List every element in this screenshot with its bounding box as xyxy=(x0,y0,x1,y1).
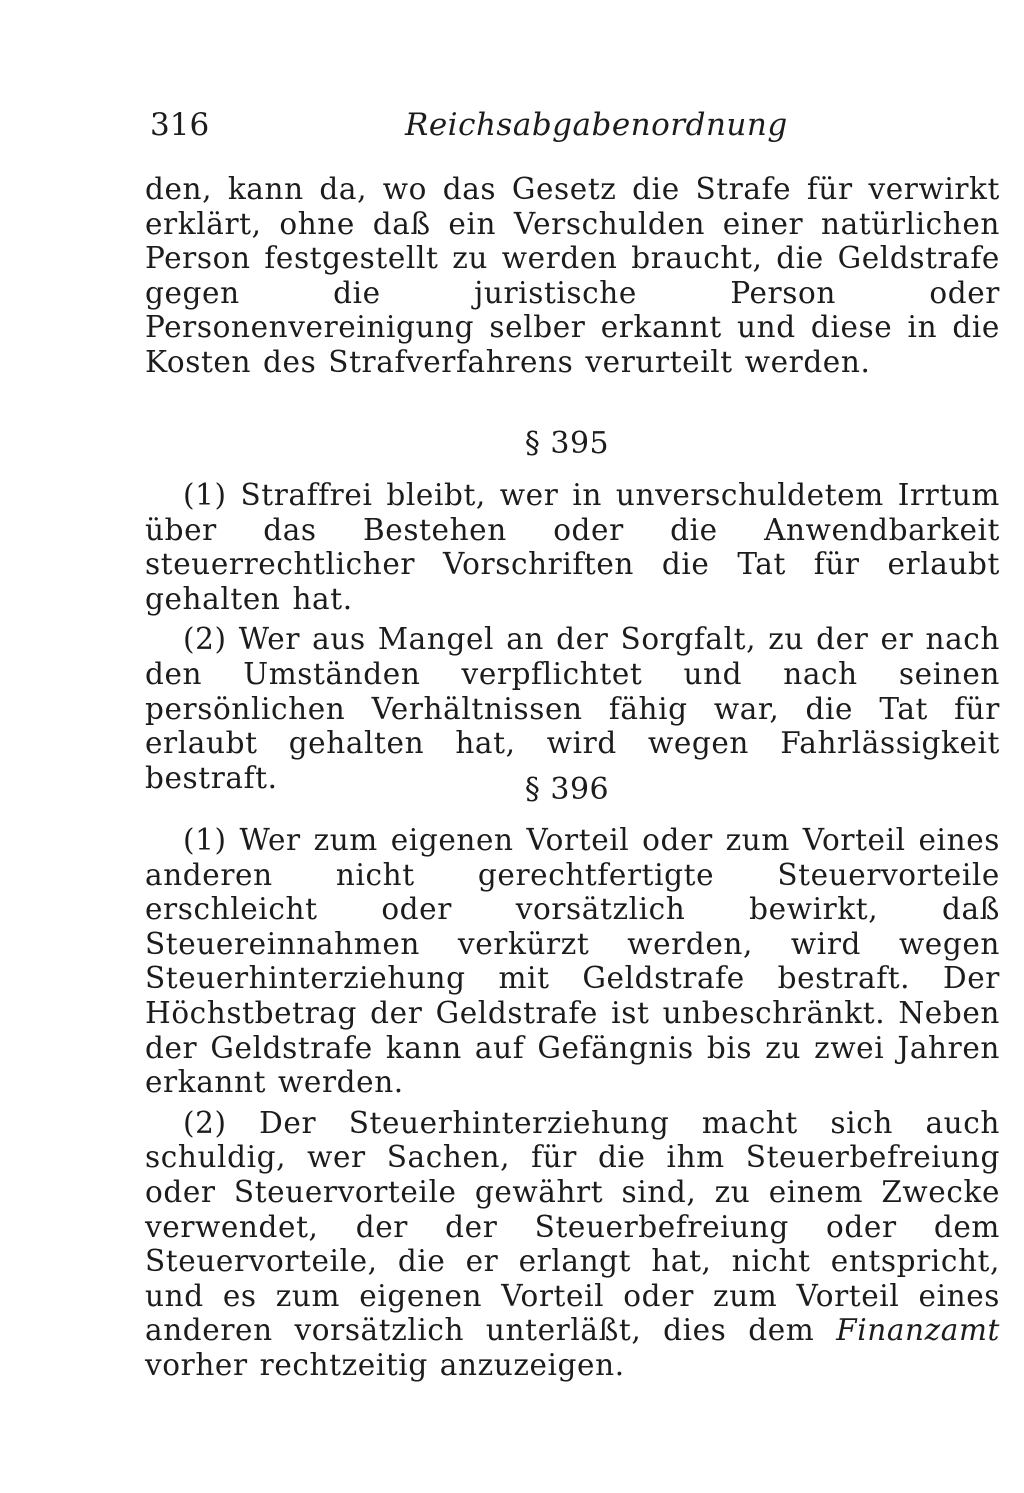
intro-paragraph-block xyxy=(145,172,1000,380)
section-396-paragraph-1: (1) Wer zum eigenen Vorteil oder zum Vorteil eines anderen nicht gerechtfertigte Steuervorteile erschleicht oder vorsätzlich bewirkt, daß Steuereinnahmen verkürzt werden, wird wegen Steuerhinterziehung mit Geldstrafe bestraft. Der Höchstbetrag der Geldstrafe ist unbeschränkt. Neben der Geldstrafe kann auf Gefängnis bis zu zwei Jahren erkannt werden. xyxy=(145,823,1000,1100)
intro-paragraph: den, kann da, wo das Gesetz die Strafe für verwirkt erklärt, ohne daß ein Verschulden einer natürlichen Person festgestellt zu werden braucht, die Geldstrafe gegen die juristische Person oder Personenvereinigung selber erkannt und diese in die Kosten des Strafverfahrens verurteilt werden. xyxy=(145,172,1000,379)
section-396-heading: § 396 xyxy=(524,772,610,807)
section-396-body xyxy=(145,823,1000,1383)
section-395-paragraph-1: (1) Straffrei bleibt, wer in unverschuldetem Irrtum über das Bestehen oder die Anwendbarkeit steuerrechtlicher Vorschriften die Tat für erlaubt gehalten hat. xyxy=(145,478,1000,616)
section-396-paragraph-2-start: (2) Der Steuerhinterziehung macht sich auch schuldig, wer Sachen, für die ihm Steuerbefreiung oder Steuervorteile gewährt sind, zu einem Zwecke verwendet, der der Steuerbefreiung oder dem Steuervorteile, die er erlangt hat, nicht entspricht, und es zum eigenen Vorteil oder zum Vorteil eines anderen vorsätzlich unterläßt, dies dem xyxy=(145,1105,1000,1348)
section-396-paragraph-2 xyxy=(145,1106,1000,1383)
page-header xyxy=(150,100,1000,150)
section-396-paragraph-2-end: vorher rechtzeitig anzuzeigen. xyxy=(145,1347,625,1382)
section-395-body xyxy=(145,478,1000,795)
running-title: Reichsabgabenordnung xyxy=(405,107,788,143)
section-395-heading: § 395 xyxy=(524,426,610,461)
emphasized-term-finanzamt: Finanzamt xyxy=(836,1313,1001,1348)
page-number: 316 xyxy=(150,107,210,143)
section-395-paragraph-2: (2) Wer aus Mangel an der Sorgfalt, zu der er nach den Umständen verpflichtet und nach seinen persönlichen Verhältnissen fähig war, die Tat für erlaubt gehalten hat, wird wegen Fahrlässigkeit bestraft. xyxy=(145,622,1000,795)
